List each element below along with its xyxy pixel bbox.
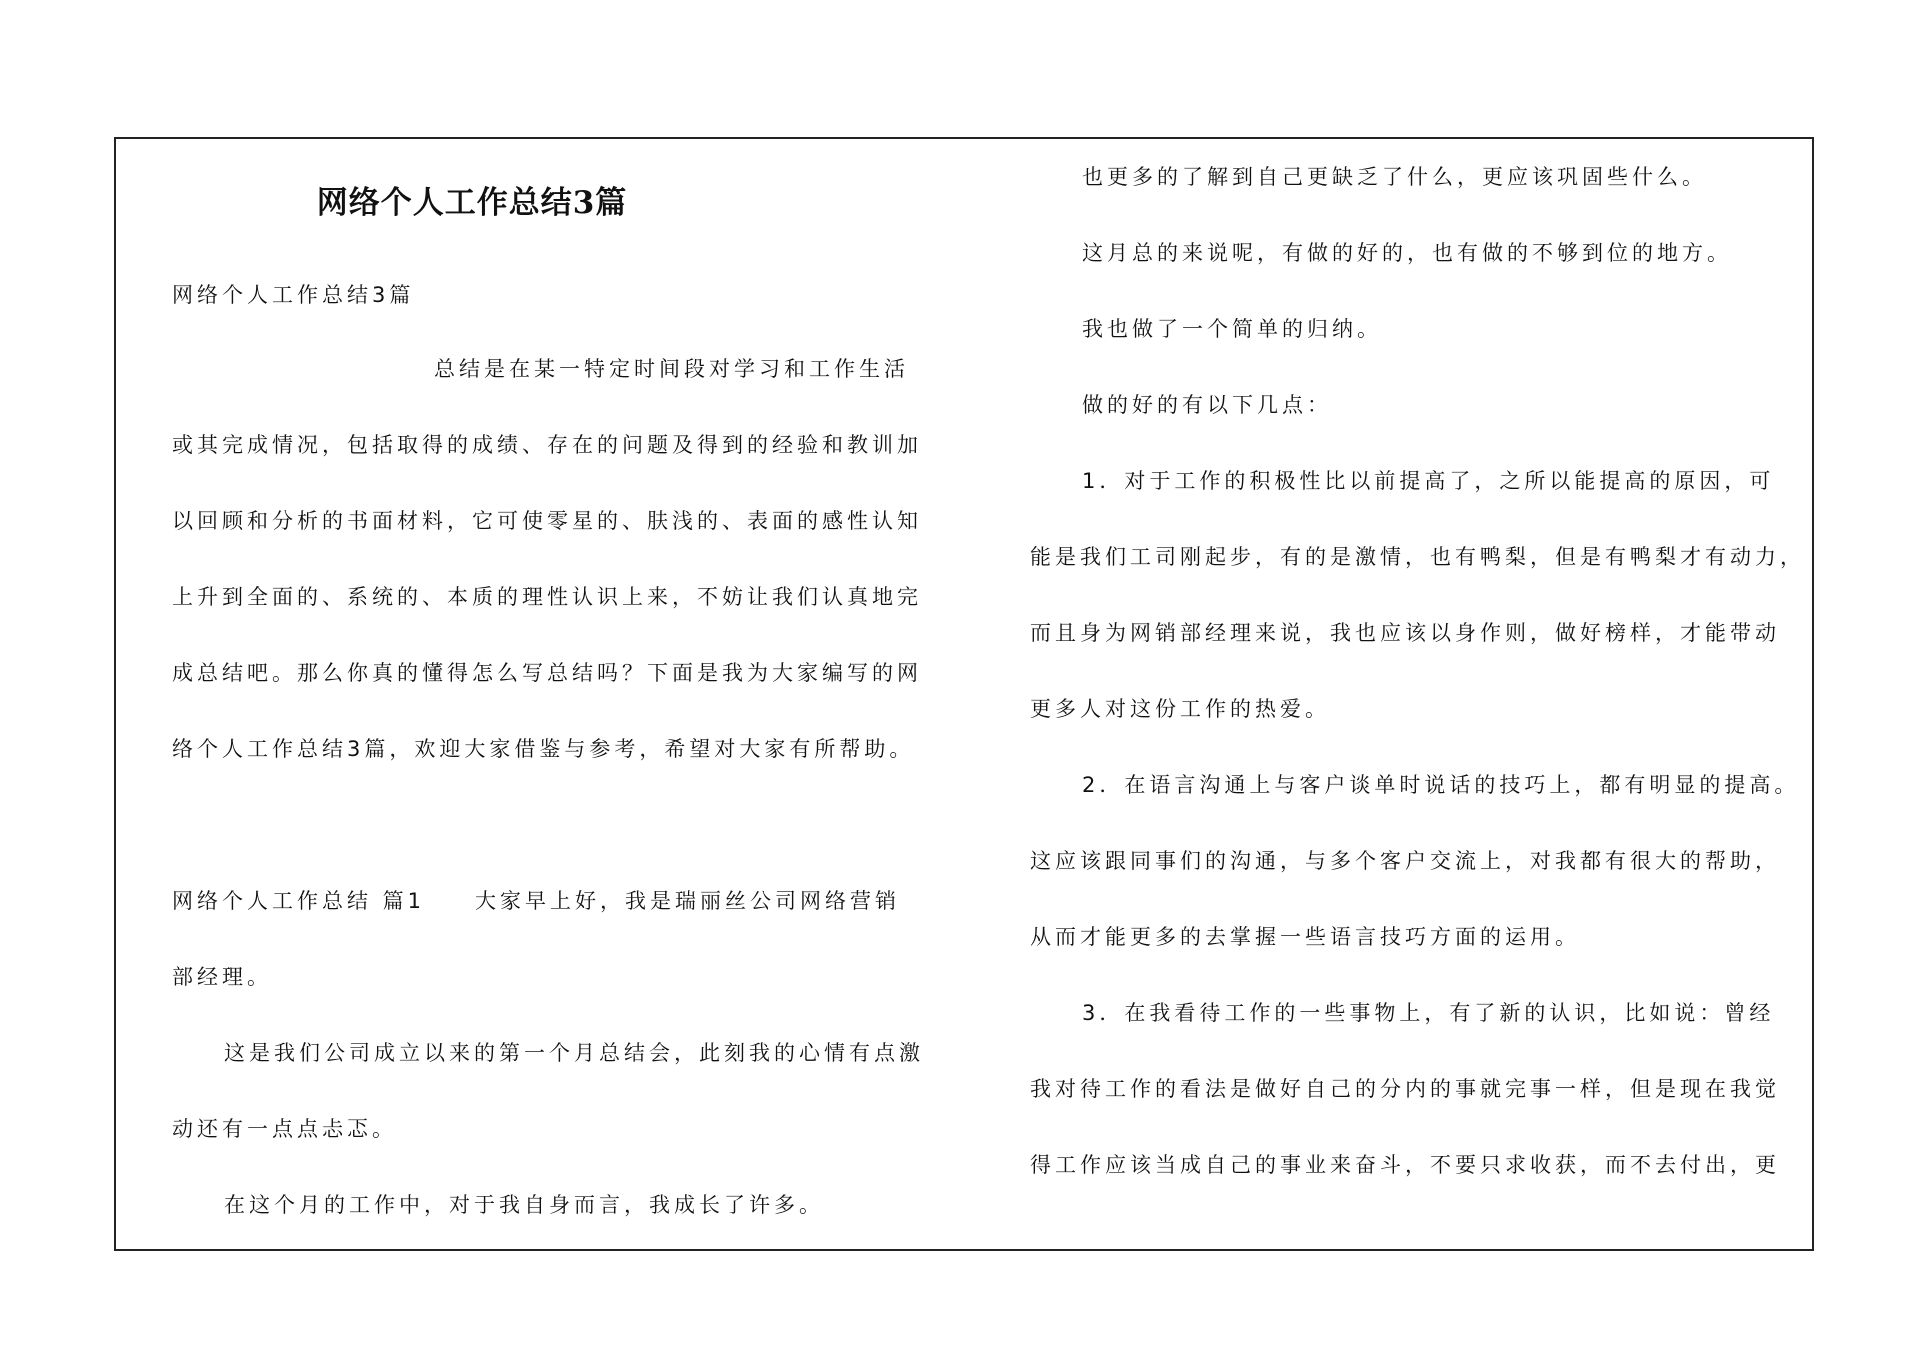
body-line: 也更多的了解到自己更缺乏了什么，更应该巩固些什么。 (1082, 165, 1707, 189)
left-column (172, 139, 952, 1249)
body-line: 成总结吧。那么你真的懂得怎么写总结吗？下面是我为大家编写的网 (172, 661, 922, 685)
document-page (114, 137, 1814, 1251)
body-line: 上升到全面的、系统的、本质的理性认识上来，不妨让我们认真地完 (172, 585, 922, 609)
body-line: 我对待工作的看法是做好自己的分内的事就完事一样，但是现在我觉 (1030, 1077, 1780, 1101)
list-item-line: 1．对于工作的积极性比以前提高了，之所以能提高的原因，可 (1082, 469, 1775, 493)
body-line: 而且身为网销部经理来说，我也应该以身作则，做好榜样，才能带动 (1030, 621, 1780, 645)
body-line: 在这个月的工作中，对于我自身而言，我成长了许多。 (224, 1193, 824, 1217)
body-line: 从而才能更多的去掌握一些语言技巧方面的运用。 (1030, 925, 1580, 949)
body-line: 或其完成情况，包括取得的成绩、存在的问题及得到的经验和教训加 (172, 433, 922, 457)
body-line: 更多人对这份工作的热爱。 (1030, 697, 1330, 721)
subtitle-line: 网络个人工作总结3篇 (172, 283, 415, 307)
list-item-line: 3．在我看待工作的一些事物上，有了新的认识，比如说：曾经 (1082, 1001, 1775, 1025)
body-line: 部经理。 (172, 965, 272, 989)
body-line: 络个人工作总结3篇，欢迎大家借鉴与参考，希望对大家有所帮助。 (172, 737, 915, 761)
body-line: 做的好的有以下几点： (1082, 393, 1332, 417)
body-line: 总结是在某一特定时间段对学习和工作生活 (434, 357, 909, 381)
document-title: 网络个人工作总结3篇 (316, 185, 628, 221)
section-heading-line: 网络个人工作总结 篇1 大家早上好，我是瑞丽丝公司网络营销 (172, 889, 901, 913)
body-line: 这月总的来说呢，有做的好的，也有做的不够到位的地方。 (1082, 241, 1732, 265)
right-column (1030, 139, 1820, 1249)
body-line: 得工作应该当成自己的事业来奋斗，不要只求收获，而不去付出，更 (1030, 1153, 1780, 1177)
body-line: 动还有一点点忐忑。 (172, 1117, 397, 1141)
body-line: 我也做了一个简单的归纳。 (1082, 317, 1382, 341)
body-line: 以回顾和分析的书面材料，它可使零星的、肤浅的、表面的感性认知 (172, 509, 922, 533)
list-item-line: 2．在语言沟通上与客户谈单时说话的技巧上，都有明显的提高。 (1082, 773, 1800, 797)
body-line: 能是我们工司刚起步，有的是激情，也有鸭梨，但是有鸭梨才有动力， (1030, 545, 1805, 569)
body-line: 这是我们公司成立以来的第一个月总结会，此刻我的心情有点激 (224, 1041, 924, 1065)
body-line: 这应该跟同事们的沟通，与多个客户交流上，对我都有很大的帮助， (1030, 849, 1780, 873)
